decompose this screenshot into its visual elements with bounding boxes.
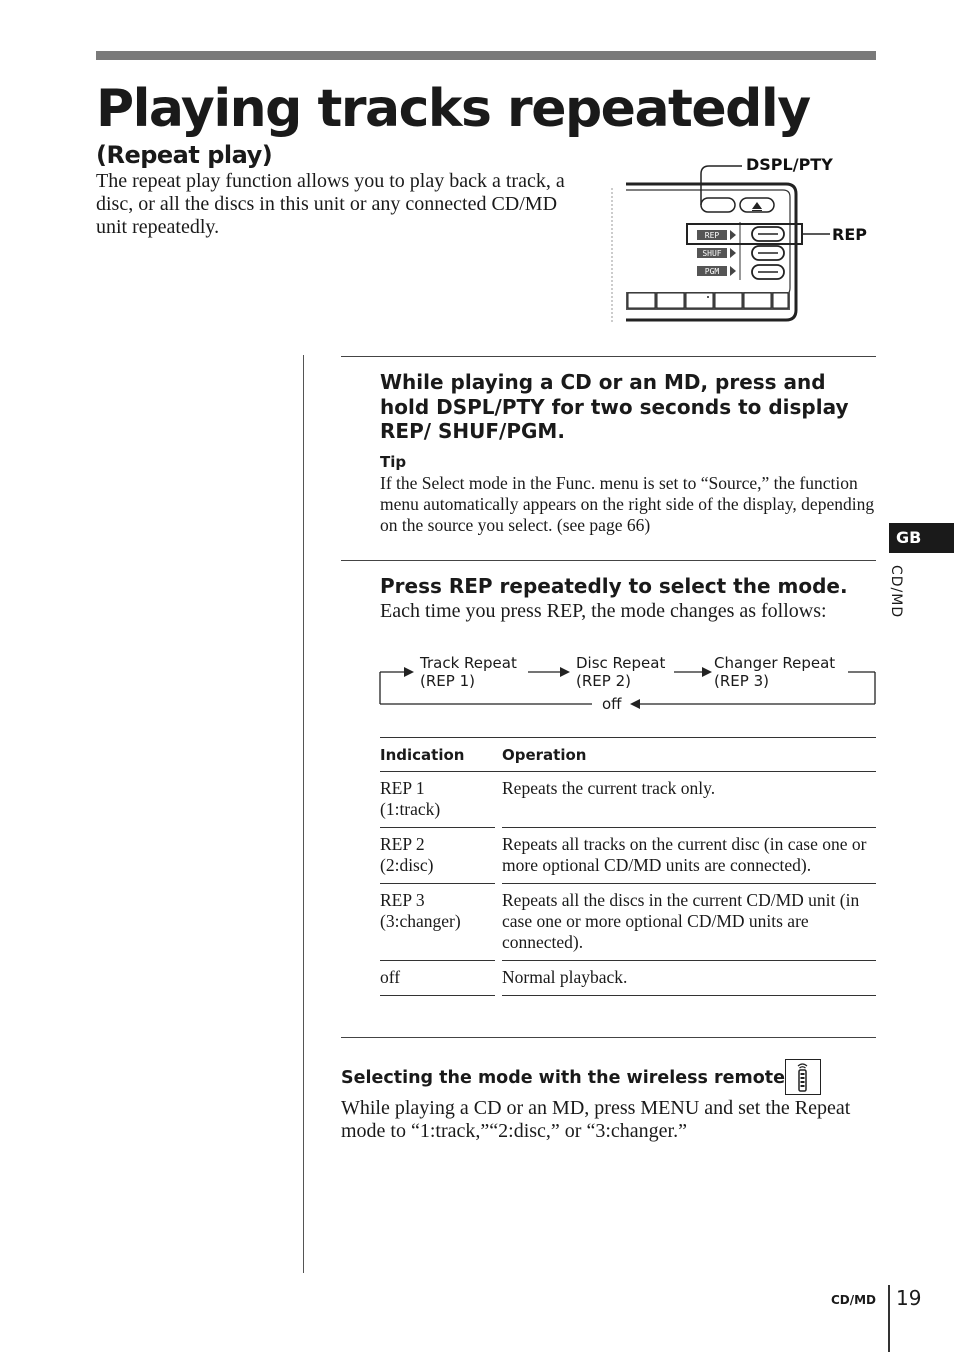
table-row [380,961,876,996]
step-2-instruction: Press REP repeatedly to select the mode. [380,574,848,598]
flow-item-title: Track Repeat [420,654,517,672]
step-1-instruction: While playing a CD or an MD, press and hold DSPL/PTY for two seconds to display REP/ SHUF/PGM. [380,370,849,443]
flow-item-code: (REP 2) [576,672,631,690]
tip-label: Tip [380,453,407,471]
tip-text: If the Select mode in the Func. menu is set to “Source,” the function menu automatically appears on the right side of the display, depending on the source you select. (see page 66) [380,473,875,535]
flow-item-title: Changer Repeat [714,654,836,672]
remote-description: While playing a CD or an MD, press MENU and set the Repeat mode to “1:track,”“2:disc,” or “3:changer.” [341,1097,851,1142]
page-title: Playing tracks repeatedly [96,79,810,139]
mode-cycle-diagram [376,652,880,716]
table-row [380,772,876,828]
flow-return-off: off [602,695,622,713]
display-item-pgm: PGM [704,267,720,276]
table-cell-indication: off [380,961,495,996]
rep-label: REP [832,225,867,244]
section-divider [341,1037,876,1038]
flow-item-code: (REP 1) [420,672,475,690]
remote-control-icon [785,1059,821,1095]
top-rule [96,51,876,60]
page-number: 19 [896,1286,922,1310]
table-cell-operation: Repeats the current track only. [502,772,876,828]
table-header-row [380,738,876,772]
step-divider [341,560,876,561]
column-divider [303,355,304,1273]
table-cell-indication: REP 1 (1:track) [380,772,495,828]
mode-table [380,737,876,996]
page-subtitle: (Repeat play) [96,141,273,169]
front-panel-illustration [600,150,867,330]
flow-item-changer-repeat [714,654,835,690]
step-divider [341,356,876,357]
table-cell-operation: Repeats all the discs in the current CD/MD unit (in case one or more optional CD/MD units are connected). [502,884,876,961]
table-cell-indication: REP 3 (3:changer) [380,884,495,961]
region-tab: GB [889,523,954,553]
footer-divider [888,1285,890,1352]
display-item-rep: REP [704,231,720,240]
flow-item-track-repeat [420,654,517,690]
display-item-shuf: SHUF [702,249,722,258]
remote-heading: Selecting the mode with the wireless remote [341,1068,786,1088]
table-cell-operation: Repeats all tracks on the current disc (in case one or more optional CD/MD units are connected). [502,828,876,884]
flow-item-code: (REP 3) [714,672,769,690]
side-section-text: CD/MD [888,565,904,619]
table-row [380,828,876,884]
flow-item-title: Disc Repeat [576,654,666,672]
table-cell-indication: REP 2 (2:disc) [380,828,495,884]
table-header-indication: Indication [380,738,495,772]
dspl-pty-label: DSPL/PTY [746,155,833,174]
side-section-label [878,565,912,635]
table-row [380,884,876,961]
step-2-description: Each time you press REP, the mode changes as follows: [380,600,827,622]
intro-paragraph: The repeat play function allows you to play back a track, a disc, or all the discs in this unit or any connected CD/MD unit repeatedly. [96,170,565,238]
table-cell-operation: Normal playback. [502,961,876,996]
flow-item-disc-repeat [576,654,665,690]
footer-section-label: CD/MD [830,1293,876,1307]
table-header-operation: Operation [502,738,876,772]
display-labels [702,231,721,276]
